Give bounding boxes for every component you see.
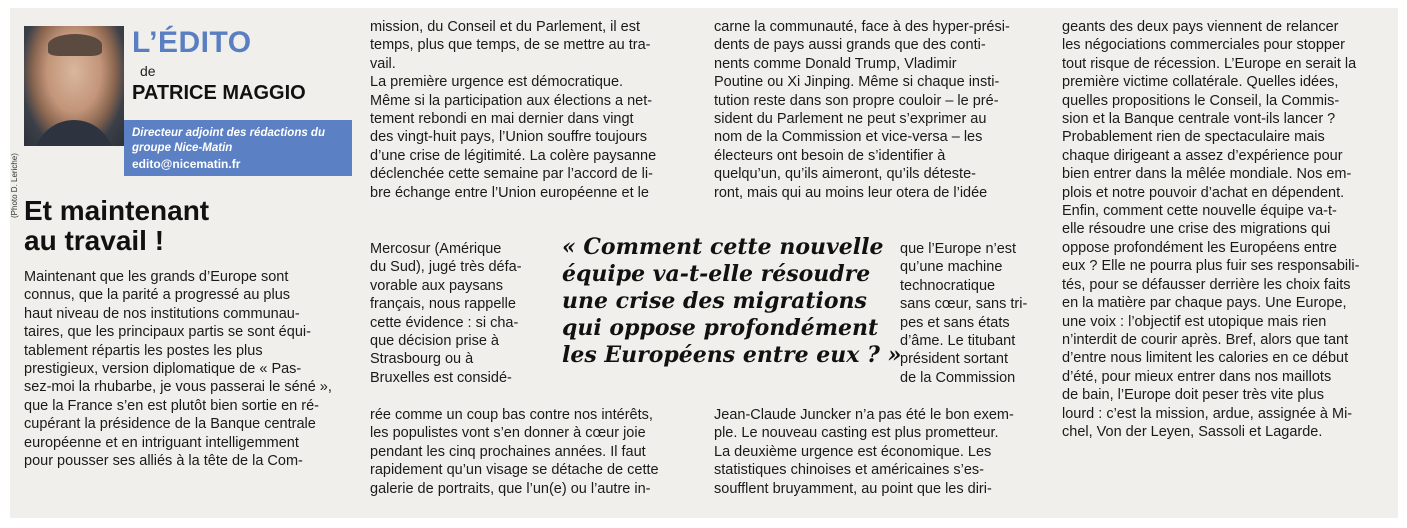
author-by: de [140,63,156,79]
author-info-box [124,120,352,176]
headline-line: Et maintenant [24,195,210,226]
author-role-line: groupe Nice-Matin [132,142,233,154]
text-line: que décision prise à [370,333,499,350]
pull-quote [562,234,902,369]
text-line: quelqu’un, qu’ils aimeront, qu’ils déteste- [714,166,976,183]
text-line: une voix : l’objectif est utopique mais rien [1062,313,1327,330]
editorial-page [10,8,1398,518]
text-line: lourd : c’est la mission, ardue, assignée à Mi- [1062,405,1353,422]
text-line: d’entre nous limitent les calories en ce début [1062,350,1349,367]
column-2-bottom [370,406,700,498]
text-line: pour pousser ses alliés à la tête de la Com- [24,453,303,470]
text-line: plois et notre pouvoir d’achat en dépendent. [1062,184,1345,201]
text-line: tement rebondi en mai dernier dans vingt [370,111,634,128]
headline-line: au travail ! [24,225,165,256]
text-line: taires, que les principaux partis se sont équi- [24,324,311,341]
pull-quote-line: équipe va-t-elle résoudre [562,261,871,287]
text-line: n’interdit de courir après. Bref, alors que tant [1062,331,1349,348]
text-line: technocratique [900,277,996,294]
text-line: sez-moi la rhubarbe, je vous passerai le séné », [24,379,332,396]
text-line: première victime collatérale. Quelles idées, [1062,74,1339,91]
author-name: PATRICE MAGGIO [132,82,306,104]
text-line: les négociations commerciales pour stopper [1062,37,1345,54]
headline [24,196,344,256]
text-line: vorable aux paysans [370,277,503,294]
text-line: bien entrer dans la mêlée mondiale. Nos em- [1062,166,1352,183]
text-line: statistiques chinoises et américaines s’es- [714,462,984,479]
author-role-line: Directeur adjoint des rédactions du [132,127,325,139]
text-line: tablement répartis les postes les plus [24,342,263,359]
text-line: que l’Europe n’est [900,241,1017,257]
text-line: européenne et en intriguant intelligemment [24,434,299,451]
text-line: tution reste dans son propre couloir – le pré- [714,92,999,109]
text-line: pendant les cinq prochaines années. Il faut [370,443,646,460]
photo-shirt [34,120,114,146]
column-3 [714,18,1050,202]
text-line: électeurs ont besoin de s’identifier à [714,147,946,164]
text-line: soufflent bruyamment, au point que les diri- [714,480,992,497]
text-line: sion et la Banque centrale vont-ils lancer ? [1062,111,1336,128]
text-line: rapidement qu’un visage se détache de cette [370,462,659,479]
text-line: les populistes vont s’en donner à cœur joie [370,425,646,442]
text-line: galerie de portraits, que l’un(e) ou l’autre in- [370,480,651,497]
text-line: pes et sans états [900,314,1010,331]
text-line: Jean-Claude Juncker n’a pas été le bon exem- [714,407,1014,423]
text-line: mission, du Conseil et du Parlement, il est [370,19,640,35]
text-line: d’âme. Le titubant [900,333,1016,350]
text-line: d’été, pour mieux entrer dans nos maillots [1062,368,1332,385]
text-line: La deuxième urgence est économique. Les [714,443,992,460]
text-line: dents de pays aussi grands que des conti- [714,37,986,54]
text-line: français, nous rappelle [370,296,516,313]
text-line: tout risque de récession. L’Europe en serait la [1062,55,1357,72]
column-2 [370,18,700,202]
text-line: Bruxelles est considé- [370,369,512,386]
text-line: La première urgence est démocratique. [370,74,624,91]
text-line: sident du Parlement ne peut s’exprimer au [714,111,987,128]
text-line: nents comme Donald Trump, Vladimir [714,55,957,72]
text-line: Même si la participation aux élections a net- [370,92,653,109]
photo-credit-wrap [12,154,22,274]
text-line: chel, Von der Leyen, Sassoli et Lagarde. [1062,423,1323,440]
text-line: d’une crise de légitimité. La colère paysanne [370,147,657,164]
photo-credit: (Photo D. Leriche) [10,153,19,218]
section-label: L’ÉDITO [132,26,252,59]
text-line: sans cœur, sans tri- [900,296,1028,313]
text-line: de la Commission [900,369,1016,386]
text-line: Maintenant que les grands d’Europe sont [24,269,289,285]
text-line: geants des deux pays viennent de relancer [1062,19,1339,35]
text-line: des vingt-huit pays, l’Union souffre toujours [370,129,647,146]
text-line: que la France s’en est plutôt bien sortie en ré- [24,397,319,414]
author-email: edito@nicematin.fr [132,157,241,171]
text-line: elle résoudre une crise des migrations qui [1062,221,1331,238]
text-line: temps, plus que temps, de se mettre au tra- [370,37,651,54]
text-line: vail. [370,55,396,72]
pull-quote-line: les Européens entre eux ? » [562,342,902,368]
text-line: chaque dirigeant a assez d’expérience pour [1062,147,1343,164]
text-line: rée comme un coup bas contre nos intérêts, [370,407,653,423]
text-line: qu’une machine [900,259,1003,276]
text-line: haut niveau de nos institutions communau- [24,305,300,322]
text-line: président sortant [900,351,1009,368]
text-line: bre échange entre l’Union européenne et le [370,184,649,201]
text-line: en la matière par chaque pays. Une Europe, [1062,295,1347,312]
text-line: oppose profondément les Européens entre [1062,239,1337,256]
column-2-wrap [370,240,550,387]
text-line: connus, que la parité a progressé au plus [24,287,291,304]
photo-hair [48,34,102,56]
text-line: eux ? Elle ne pourra plus fuir ses responsabili- [1062,258,1360,275]
column-3-wrap [900,240,1050,387]
pull-quote-line: une crise des migrations [562,288,867,314]
text-line: Poutine ou Xi Jinping. Même si chaque insti- [714,74,1000,91]
text-line: tés, pour se défausser derrière les choix faits [1062,276,1351,293]
text-line: prestigieux, version diplomatique de « Pas- [24,361,302,378]
text-line: Enfin, comment cette nouvelle équipe va-t- [1062,203,1337,220]
text-line: nom de la Commission et vice-versa – les [714,129,983,146]
column-3-bottom [714,406,1050,498]
text-line: du Sud), jugé très défa- [370,259,522,276]
column-1 [24,268,350,470]
text-line: de bain, l’Europe doit peser très vite plus [1062,387,1324,404]
text-line: ront, mais qui au moins leur otera de l’idée [714,184,988,201]
author-photo [24,26,124,146]
column-4 [1062,18,1398,441]
text-line: cette évidence : si cha- [370,314,519,331]
text-line: cupérant la présidence de la Banque centrale [24,416,316,433]
pull-quote-line: « Comment cette nouvelle [562,234,884,260]
text-line: Probablement rien de spectaculaire mais [1062,129,1325,146]
text-line: ple. Le nouveau casting est plus prometteur. [714,425,999,442]
text-line: Strasbourg ou à [370,351,474,368]
text-line: Mercosur (Amérique [370,241,502,257]
pull-quote-line: qui oppose profondément [562,315,879,341]
text-line: quelles propositions le Conseil, la Commis- [1062,92,1340,109]
text-line: déclenchée cette semaine par l’accord de li- [370,166,653,183]
text-line: carne la communauté, face à des hyper-prési- [714,19,1010,35]
